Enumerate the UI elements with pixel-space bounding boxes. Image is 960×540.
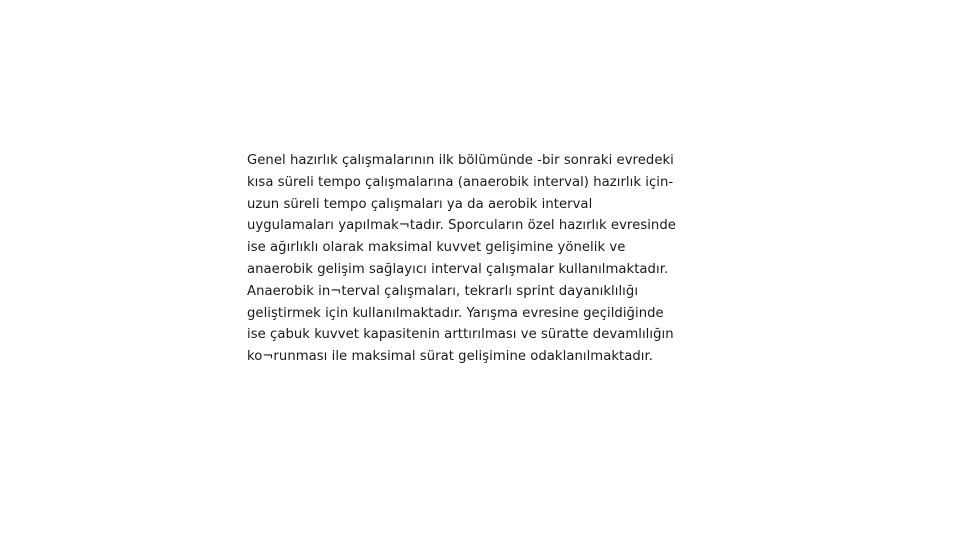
- paragraph-line-1: Genel hazırlık çalışmalarının ilk bölümünde -bir sonraki evredeki: [247, 153, 674, 168]
- paragraph-line-2: kısa süreli tempo çalışmalarına (anaerobik interval) hazırlık için-: [247, 174, 674, 190]
- paragraph-line-3: uzun süreli tempo çalışmaları ya da aerobik interval: [247, 196, 593, 212]
- paragraph-line-5: ise ağırlıklı olarak maksimal kuvvet gelişimine yönelik ve: [247, 240, 626, 256]
- paragraph-line-9: ise çabuk kuvvet kapasitenin arttırılması ve süratte devamlılığın: [247, 327, 674, 343]
- paragraph-line-8: geliştirmek için kullanılmaktadır. Yarışma evresine geçildiğinde: [247, 305, 664, 321]
- paragraph-line-6: anaerobik gelişim sağlayıcı interval çalışmalar kullanılmaktadır.: [247, 261, 669, 277]
- body-paragraph: [247, 150, 747, 368]
- paragraph-line-10: ko¬runması ile maksimal sürat gelişimine odaklanılmaktadır.: [247, 349, 653, 365]
- paragraph-line-4: uygulamaları yapılmak¬tadır. Sporcuların özel hazırlık evresinde: [247, 218, 676, 234]
- paragraph-line-7: Anaerobik in¬terval çalışmaları, tekrarlı sprint dayanıklılığı: [247, 283, 639, 299]
